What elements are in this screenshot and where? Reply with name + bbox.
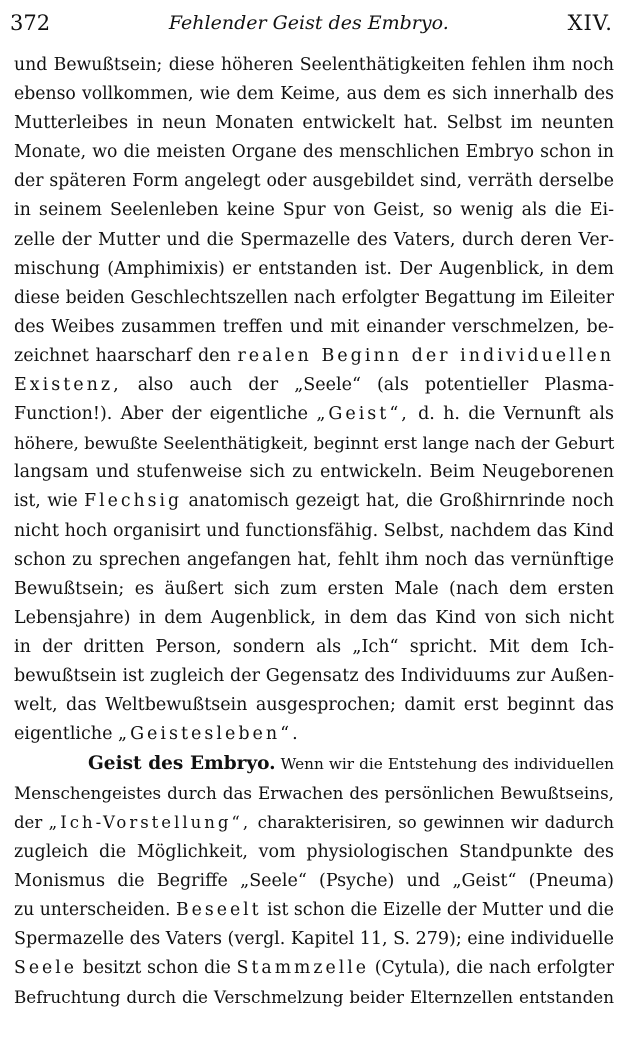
text-line: Monate, wo die meisten Organe des menschlichen Embryo schon in [14,142,614,163]
text-line: zugleich die Möglichkeit, vom physiologischen Standpunkte des [14,841,614,862]
text-line [14,487,614,516]
text-line: bewußtsein ist zugleich der Gegensatz des Individuums zur Außen- [14,665,614,686]
text-run: also auch der „Seele“ (als potentieller Plasma- [137,375,614,396]
text-run: charakterisiren, so gewinnen wir dadurch [257,813,615,833]
text-line [14,720,614,749]
chapter-number: XIV. [567,11,613,35]
text-line: welt, das Weltbewußtsein ausgesprochen; damit erst beginnt das [14,695,614,716]
text-line: in der dritten Person, sondern als „Ich“ spricht. Mit dem Ich- [14,636,614,657]
text-run: (Cytula), die nach erfolgter [374,957,615,978]
text-line: zelle der Mutter und die Spermazelle des Vaters, durch deren Ver- [14,229,614,250]
text-line: Mutterleibes in neun Monaten entwickelt hat. Selbst im neunten [14,113,614,134]
text-run: der [14,813,43,833]
emphasized-text: realen Beginn der individuellen [237,345,614,366]
text-line: Menschengeistes durch das Erwachen des persönlichen Bewußtseins, [14,783,614,804]
text-line [14,749,614,779]
text-line [14,400,614,429]
text-run: eigentliche [14,724,113,745]
text-line: Monismus die Begriffe „Seele“ (Psyche) und „Geist“ (Pneuma) [14,870,614,891]
text-run: anatomisch gezeigt hat, die Großhirnrinde noch [188,491,615,512]
body-text [14,51,614,1012]
text-run: Wenn wir die Entstehung des individuellen [280,755,614,774]
text-line: Lebensjahre) in dem Augenblick, in dem das Kind von sich nicht [14,607,614,628]
emphasized-text: „Ich-Vorstellung“, [48,813,252,833]
emphasized-text: Flechsig [84,491,183,512]
text-run: ist schon die Eizelle der Mutter und die [267,899,615,920]
emphasized-text: Seele [14,957,77,978]
text-line [14,896,614,925]
text-line [14,954,614,983]
text-run: d. h. die Vernunft als [418,404,614,425]
text-line: Spermazelle des Vaters (vergl. Kapitel 11, S. 279); eine individuelle [14,928,614,949]
text-line: nicht hoch organisirt und functionsfähig. Selbst, nachdem das Kind [14,520,614,541]
text-line: diese beiden Geschlechtszellen nach erfolgter Begattung im Eileiter [14,287,614,308]
text-line: ebenso vollkommen, wie dem Keime, aus dem es sich innerhalb des [14,84,614,105]
text-line [14,808,614,837]
emphasized-text: Existenz, [14,375,122,396]
text-run: zeichnet haarscharf den [14,345,231,366]
section-heading: Geist des Embryo. [88,753,276,775]
text-line [14,342,614,371]
running-title: Fehlender Geist des Embryo. [168,12,449,34]
emphasized-text: Stammzelle [236,957,369,978]
text-line: schon zu sprechen angefangen hat, fehlt ihm noch das vernünftige [14,549,614,570]
text-line: mischung (Amphimixis) er entstanden ist. Der Augenblick, in dem [14,258,614,279]
text-run: ist, wie [14,491,78,512]
page-header [10,6,613,40]
text-run: Function!). Aber der eigentliche [14,404,309,425]
emphasized-text: Beseelt [176,899,262,920]
page-number: 372 [10,11,51,35]
text-line: Befruchtung durch die Verschmelzung beider Elternzellen entstanden [14,987,614,1007]
text-run: besitzt schon die [82,957,231,978]
text-line: der späteren Form angelegt oder ausgebildet sind, verräth derselbe [14,171,614,192]
emphasized-text: „Geistesleben“. [118,724,301,745]
text-line: in seinem Seelenleben keine Spur von Geist, so wenig als die Ei- [14,200,614,221]
text-line [14,371,614,400]
text-line: Bewußtsein; es äußert sich zum ersten Male (nach dem ersten [14,578,614,599]
text-run: zu unterscheiden. [14,899,171,920]
text-line: und Bewußtsein; diese höheren Seelenthätigkeiten fehlen ihm noch [14,55,614,75]
text-line: langsam und stufenweise sich zu entwickeln. Beim Neugeborenen [14,462,614,483]
emphasized-text: „Geist“, [316,404,410,425]
text-line: des Weibes zusammen treffen und mit einander verschmelzen, be- [14,316,614,337]
text-line: höhere, bewußte Seelenthätigkeit, beginnt erst lange nach der Geburt [14,433,615,454]
